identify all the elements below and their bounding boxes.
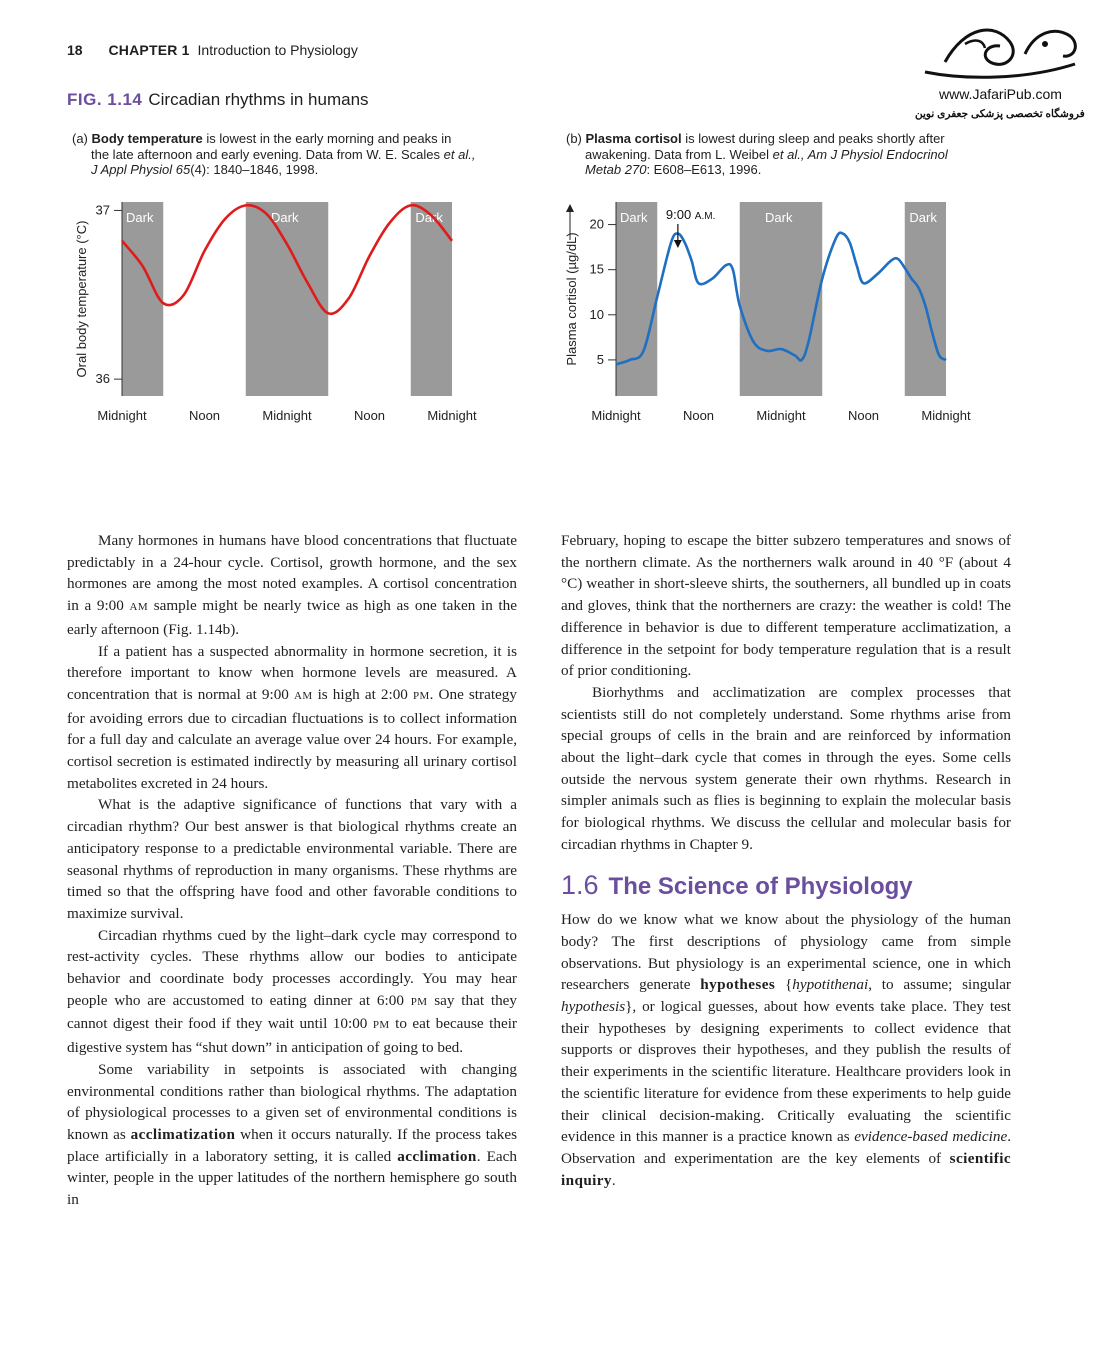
chart-plasma-cortisol	[556, 190, 986, 440]
caption-b-journal1: Am J Physiol Endocrinol	[804, 146, 948, 162]
caption-b-bold: Plasma cortisol	[585, 131, 682, 146]
figure-title-text: Circadian rhythms in humans	[148, 90, 369, 109]
caption-b-prefix: (b)	[566, 131, 586, 146]
paragraph: If a patient has a suspected abnormality in hormone secretion, it is therefore important to know when hormone levels are measured. A concentration that is normal at 9:00 AM is high at 2:00 PM. One strategy for avoiding errors due to circadian fluctuations is to collect information for a full day and calculate an average value over 24 hours. For example, cortisol secretion is estimated indirectly by measuring all urinary cortisol metabolites excreted in 24 hours.	[67, 642, 517, 792]
caption-a-etal: et al.,	[443, 146, 476, 162]
publisher-site: www.JafariPub.com	[939, 86, 1062, 102]
dark-label: Dark	[271, 210, 299, 225]
y-tick-label: 5	[596, 351, 604, 367]
dark-label: Dark	[620, 210, 648, 225]
x-tick-label: Noon	[188, 408, 221, 423]
caption-b-journal2: Metab 270	[585, 162, 647, 177]
paragraph: Some variability in setpoints is associated with changing environmental conditions rather than biological rhythms. The adaptation of physiological processes to a given set of environmental conditions is known as acclimatization when it occurs naturally. If the process takes place artificially in a laboratory setting, it is called acclimation. Each winter, people in the upper latitudes of the northern hemisphere go south in	[67, 1060, 518, 1209]
term-acclimation: acclimation	[397, 1147, 477, 1165]
caption-a-journal: J Appl Physiol 65	[91, 162, 191, 177]
x-tick-label: Midnight	[262, 408, 312, 423]
caption-a-text3: (4): 1840–1846, 1998.	[190, 162, 319, 177]
x-tick-label: Noon	[353, 408, 386, 423]
caption-b-text2: awakening. Data from L. Weibel	[585, 146, 773, 162]
caption-a-text1: is lowest in the early morning and peaks in	[202, 131, 452, 146]
term-hypotheses: hypotheses	[700, 976, 776, 994]
section-number: 1.6	[561, 869, 599, 900]
y-axis-label: Plasma cortisol (µg/dL)	[564, 232, 579, 366]
paragraph: Biorhythms and acclimatization are complex processes that scientists still do not completely understand. Some rhythms arise from special groups of cells in the brain and are reinforced by information about the light–dark cycle that comes in through the eyes. Some cells outside the nervous system generate their own rhythms. Research in simpler animals such as flies is beginning to explain the molecular basis for biological rhythms. We discuss the cellular and molecular basis for circadian rhythms in Chapter 9.	[561, 683, 1011, 853]
x-tick-label: Midnight	[756, 408, 806, 423]
x-tick-label: Midnight	[921, 408, 971, 423]
caption-b	[566, 131, 996, 178]
y-tick-label: 15	[589, 261, 604, 277]
chart-body-temperature	[62, 190, 492, 440]
dark-label: Dark	[415, 210, 443, 225]
caption-b-text3: : E608–E613, 1996.	[646, 162, 762, 177]
figure-label: FIG. 1.14	[67, 90, 143, 109]
x-tick-label: Midnight	[591, 408, 641, 423]
y-tick-label: 20	[589, 216, 604, 232]
x-tick-label: Noon	[682, 408, 715, 423]
term-scientific-inquiry: scientific inquiry	[561, 1149, 1011, 1189]
page-number: 18	[67, 42, 83, 58]
dark-band	[616, 202, 657, 396]
body-column-right	[561, 530, 1011, 1191]
caption-a-text2: the late afternoon and early evening. Data from W. E. Scales	[91, 146, 444, 162]
caption-b-etal: et al.,	[772, 146, 805, 162]
caption-b-text1: is lowest during sleep and peaks shortly after	[681, 131, 945, 146]
figure-title	[67, 90, 369, 110]
annotation-arrow-head	[674, 240, 682, 248]
y-tick-label: 37	[95, 202, 110, 218]
x-tick-label: Midnight	[97, 408, 147, 423]
dark-band	[905, 202, 946, 396]
x-tick-label: Noon	[847, 408, 880, 423]
publisher-shop: فروشگاه تخصصی پزشکی جعفری نوین	[915, 108, 1085, 120]
term-acclimatization: acclimatization	[130, 1125, 236, 1143]
paragraph: Many hormones in humans have blood concentrations that fluctuate predictably in a 24-hour cycle. Cortisol, growth hormone, and the sex hormones are among the most noted examples. A cortisol concentration in a 9:00 AM sample might be nearly twice as high as one taken in the early afternoon (Fig. 1.14b).	[67, 532, 517, 638]
chapter-label: CHAPTER 1	[108, 42, 190, 58]
chapter-title: Introduction to Physiology	[197, 42, 358, 58]
annotation-label: 9:00 A.M.	[665, 207, 716, 222]
paragraph: How do we know what we know about the physiology of the human body? The first descriptions of physiology came from simple observations. But physiology is an experimental science, one in which researchers generate hypotheses {hypotithenai, to assume; singular hypothesis}, or logical guesses, about how events take place. They test their hypotheses by designing experiments to collect evidence that supports or disproves their hypotheses, and they publish the results of their experiments in the scientific literature. Healthcare providers look in the scientific literature for evidence from these experiments to help guide their clinical decision-making. Critically evaluating the scientific evidence in this manner is a practice known as evidence-based medicine. Observation and experimentation are the key elements of scientific inquiry.	[561, 911, 1011, 1189]
section-title: The Science of Physiology	[608, 872, 913, 900]
y-tick-label: 36	[95, 371, 110, 387]
y-tick-label: 10	[589, 306, 604, 322]
caption-a-bold: Body temperature	[91, 131, 203, 146]
y-axis-label: Oral body temperature (°C)	[74, 220, 89, 378]
dark-label: Dark	[765, 210, 793, 225]
paragraph: What is the adaptive significance of functions that vary with a circadian rhythm? Our best answer is that biological rhythms create an anticipatory response to a predictable environmental variable. There are seasonal rhythms of reproduction in many organisms. These rhythms are timed so that the offspring have food and other favorable conditions to maximize survival.	[67, 796, 517, 922]
publisher-logo	[905, 14, 1095, 126]
running-header	[67, 42, 358, 58]
publisher-emblem-icon	[905, 14, 1095, 86]
dark-label: Dark	[909, 210, 937, 225]
section-heading	[561, 869, 1011, 901]
annotation-label-small: A.M.	[694, 211, 716, 222]
paragraph: Circadian rhythms cued by the light–dark cycle may correspond to rest-activity cycles. These rhythms allow our bodies to anticipate behavior and coordinate body processes accordingly. You may hear people who are accustomed to eating dinner at 6:00 PM say that they cannot digest their food if they wait until 10:00 PM to eat because their digestive system has “shut down” in anticipation of going to bed.	[67, 926, 517, 1057]
dark-band	[122, 202, 163, 396]
x-tick-label: Midnight	[427, 408, 477, 423]
caption-a	[72, 131, 522, 178]
body-column-left	[67, 530, 517, 1211]
caption-a-prefix: (a)	[72, 131, 92, 146]
paragraph: February, hoping to escape the bitter subzero temperatures and snows of the northern climate. As the northerners walk around in 40 °F (about 4 °C) weather in short-sleeve shirts, the southerners, all bundled up in coats and gloves, think that the northerners are crazy: the weather is cold! The difference in behavior is due to different temperature acclimatization, a difference in the setpoint for body temperature regulation that is a result of prior conditioning.	[561, 532, 1011, 680]
dark-band	[740, 202, 823, 396]
dark-label: Dark	[126, 210, 154, 225]
y-axis-arrow-head	[566, 204, 574, 212]
